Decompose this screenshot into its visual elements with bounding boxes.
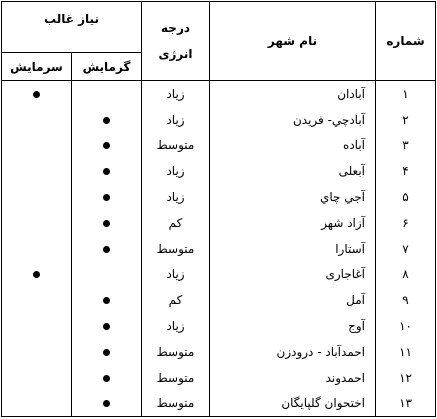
row-number: ۶: [376, 210, 436, 236]
row-cooling: [2, 339, 72, 365]
row-heating: [72, 158, 142, 184]
row-city: احمدآباد - درودزن: [210, 339, 376, 365]
table-row: [2, 184, 436, 210]
header-heating: گرمایش: [72, 53, 142, 81]
table-row: [2, 339, 436, 365]
row-cooling: [2, 133, 72, 159]
row-cooling: [2, 313, 72, 339]
heating-dot-icon: [103, 194, 110, 201]
row-number: ۲: [376, 107, 436, 133]
header-energy-line2: انرژی: [158, 47, 193, 61]
header-cooling: سرمایش: [2, 53, 72, 81]
row-city: اختحوان گلپایگان: [210, 391, 376, 417]
row-heating: [72, 339, 142, 365]
energy-table: [1, 1, 436, 417]
row-heating: [72, 133, 142, 159]
row-energy: متوسط: [142, 339, 210, 365]
row-number: ۸: [376, 262, 436, 288]
table-row: [2, 236, 436, 262]
row-city: آبادان: [210, 81, 376, 107]
row-energy: متوسط: [142, 133, 210, 159]
row-heating: [72, 236, 142, 262]
table-body: [2, 81, 436, 417]
row-cooling: [2, 107, 72, 133]
cooling-dot-icon: [33, 271, 40, 278]
header-number: شماره: [376, 2, 436, 81]
row-energy: زیاد: [142, 184, 210, 210]
header-need-group: نیاز غالب: [2, 2, 142, 53]
row-city: آمل: [210, 287, 376, 313]
table-row: [2, 133, 436, 159]
row-number: ۹: [376, 287, 436, 313]
table-row: [2, 313, 436, 339]
row-city: آبعلی: [210, 158, 376, 184]
cooling-dot-icon: [33, 91, 40, 98]
heating-dot-icon: [103, 142, 110, 149]
heating-dot-icon: [103, 375, 110, 382]
row-number: ۱۲: [376, 365, 436, 391]
table-row: [2, 107, 436, 133]
row-heating: [72, 391, 142, 417]
row-cooling: [2, 287, 72, 313]
table-row: [2, 81, 436, 107]
heating-dot-icon: [103, 349, 110, 356]
row-cooling: [2, 236, 72, 262]
row-number: ۳: [376, 133, 436, 159]
row-number: ۱۱: [376, 339, 436, 365]
heating-dot-icon: [103, 323, 110, 330]
row-cooling: [2, 391, 72, 417]
heating-dot-icon: [103, 168, 110, 175]
row-number: ۱۰: [376, 313, 436, 339]
row-heating: [72, 262, 142, 288]
row-heating: [72, 210, 142, 236]
row-city: آباده: [210, 133, 376, 159]
row-energy: زیاد: [142, 262, 210, 288]
row-cooling: [2, 365, 72, 391]
heating-dot-icon: [103, 117, 110, 124]
row-energy: کم: [142, 210, 210, 236]
header-energy: [142, 2, 210, 81]
table-row: [2, 287, 436, 313]
row-city: آجي چاي: [210, 184, 376, 210]
row-energy: متوسط: [142, 236, 210, 262]
row-heating: [72, 313, 142, 339]
row-heating: [72, 365, 142, 391]
table-row: [2, 158, 436, 184]
table-row: [2, 391, 436, 417]
row-cooling: [2, 184, 72, 210]
row-energy: زیاد: [142, 107, 210, 133]
row-heating: [72, 184, 142, 210]
row-city: آبادچي- فريدن: [210, 107, 376, 133]
row-energy: متوسط: [142, 391, 210, 417]
row-energy: کم: [142, 287, 210, 313]
row-city: آوج: [210, 313, 376, 339]
heating-dot-icon: [103, 246, 110, 253]
row-number: ۱۳: [376, 391, 436, 417]
row-cooling: [2, 262, 72, 288]
row-heating: [72, 107, 142, 133]
heating-dot-icon: [103, 297, 110, 304]
row-number: ۷: [376, 236, 436, 262]
row-energy: زیاد: [142, 81, 210, 107]
heating-dot-icon: [103, 220, 110, 227]
table-row: [2, 262, 436, 288]
row-number: ۵: [376, 184, 436, 210]
row-number: ۱: [376, 81, 436, 107]
row-cooling: [2, 210, 72, 236]
header-city: نام شهر: [210, 2, 376, 81]
row-city: آغاجاری: [210, 262, 376, 288]
table-row: [2, 365, 436, 391]
row-cooling: [2, 81, 72, 107]
row-city: احمدوند: [210, 365, 376, 391]
header-energy-line1: درجه: [161, 21, 191, 35]
row-energy: زیاد: [142, 313, 210, 339]
row-heating: [72, 81, 142, 107]
row-energy: زیاد: [142, 158, 210, 184]
row-city: آستارا: [210, 236, 376, 262]
heating-dot-icon: [103, 400, 110, 407]
row-cooling: [2, 158, 72, 184]
row-number: ۴: [376, 158, 436, 184]
row-energy: متوسط: [142, 365, 210, 391]
energy-table-container: [1, 1, 435, 417]
table-row: [2, 210, 436, 236]
row-city: آزاد شهر: [210, 210, 376, 236]
row-heating: [72, 287, 142, 313]
